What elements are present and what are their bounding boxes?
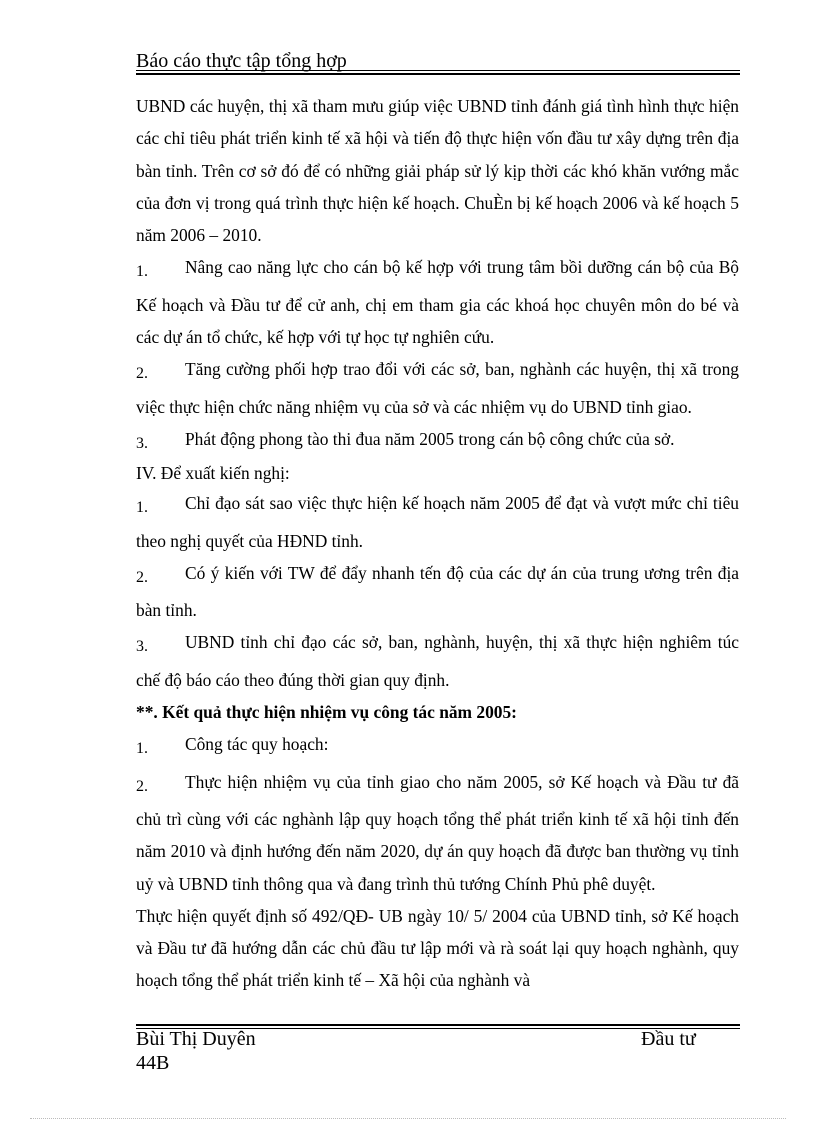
footer-department: Đầu tư	[641, 1028, 696, 1050]
list-item: 3. UBND tỉnh chỉ đạo các sở, ban, nghành, huyện, thị xã thực hiện nghiêm túc chế độ báo cáo theo đúng thời gian quy định.	[136, 632, 739, 690]
paragraph: UBND các huyện, thị xã tham mưu giúp việc UBND tỉnh đánh giá tình hình thực hiện các chỉ tiêu phát triển kinh tế xã hội và tiến độ thực hiện vốn đầu tư xây dựng trên địa bàn tỉnh. Trên cơ sở đó để có những giải pháp sử lý kịp thời các khó khăn vướng mắc của đơn vị trong quá trình thực hiện kế hoạch. ChuÈn bị kế hoạch 2006 và kế hoạch 5 năm 2006 – 2010.	[136, 96, 739, 246]
footer-class: 44B	[136, 1052, 170, 1074]
section-heading: IV. Để xuất kiến nghị:	[136, 463, 290, 484]
header-rule	[136, 70, 740, 71]
list-item: 1. Chỉ đạo sát sao việc thực hiện kế hoạch năm 2005 để đạt và vượt mức chỉ tiêu theo nghị quyết của HĐND tỉnh.	[136, 493, 739, 551]
footer-rule-thick	[136, 1024, 740, 1026]
footer-author: Bùi Thị Duyên	[136, 1028, 256, 1050]
page-edge-divider	[30, 1118, 786, 1119]
header-rule-thick	[136, 73, 740, 75]
document-body	[136, 90, 739, 997]
section-heading-bold: **. Kết quả thực hiện nhiệm vụ công tác năm 2005:	[136, 702, 517, 723]
list-item: 3. Phát động phong tào thi đua năm 2005 trong cán bộ công chức của sở.	[136, 428, 675, 452]
list-item: 2. Thực hiện nhiệm vụ của tỉnh giao cho năm 2005, sở Kế hoạch và Đầu tư đã chủ trì cùng với các nghành lập quy hoạch tổng thể phát triển kinh tế xã hội tỉnh đến năm 2010 và định hướng đến năm 2020, dự án quy hoạch đã được ban thường vụ tỉnh uỷ và UBND tỉnh thông qua và đang trình thủ tướng Chính Phủ phê duyệt.	[136, 771, 739, 894]
list-item: 2. Có ý kiến với TW để đẩy nhanh tến độ của các dự án của trung ương trên địa bàn tỉnh.	[136, 562, 739, 621]
paragraph: Thực hiện quyết định số 492/QĐ- UB ngày 10/ 5/ 2004 của UBND tỉnh, sở Kế hoạch và Đầu tư đã hướng dẫn các chủ đầu tư lập mới và rà soát lại quy hoạch nghành, quy hoạch tổng thể phát triển kinh tế – Xã hội của nghành và	[136, 905, 739, 991]
list-item: 1. Nâng cao năng lực cho cán bộ kế hợp với trung tâm bồi dưỡng cán bộ của Bộ Kế hoạch và Đầu tư để cử anh, chị em tham gia các khoá học chuyên môn do bé và các dự án tổ chức, kế hợp với tự học tự nghiên cứu.	[136, 257, 739, 348]
page-header-title: Báo cáo thực tập tổng hợp	[136, 50, 347, 72]
list-item: 1. Công tác quy hoạch:	[136, 734, 329, 758]
list-item: 2. Tăng cường phối hợp trao đổi với các sở, ban, nghành các huyện, thị xã trong việc thực hiện chức năng nhiệm vụ của sở và các nhiệm vụ do UBND tỉnh giao.	[136, 359, 739, 417]
footer-author-block	[136, 1027, 256, 1075]
